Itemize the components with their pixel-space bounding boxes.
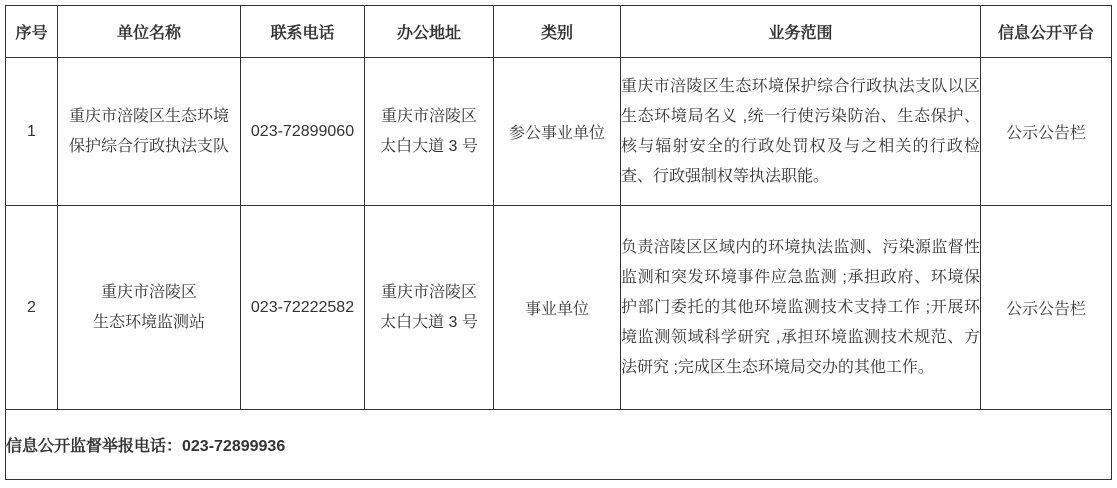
cell-platform: 公示公告栏 [981,58,1112,206]
address-line: 重庆市涪陵区 [380,283,477,301]
table-row [6,206,1112,410]
cell-scope [621,206,981,410]
cell-address [365,206,494,410]
col-header-index: 序号 [6,6,58,58]
cell-category: 事业单位 [494,206,621,410]
scope-text: 负责涪陵区区域内的环境执法监测、污染源监督性监测和突发环境事件应急监测 ;承担政府、环境保护部门委托的其他环境监测技术支持工作 ;开展环境监测领域科学研究 ,承担环境监测技术规范、方法研究 ;完成区生态环境局交办的其他工作。 [621,238,980,376]
col-header-scope: 业务范围 [621,6,981,58]
col-header-unit-name: 单位名称 [58,6,241,58]
public-info-units-table [5,5,1112,480]
address-line: 太白大道 3 号 [380,137,478,155]
col-header-phone: 联系电话 [241,6,365,58]
scope-text: 重庆市涪陵区生态环境保护综合行政执法支队以区生态环境局名义 ,统一行使污染防治、生态保护、核与辐射安全的行政处罚权及与之相关的行政检查、行政强制权等执法职能。 [621,77,980,185]
col-header-category: 类别 [494,6,621,58]
address-line: 太白大道 3 号 [380,313,478,331]
col-header-platform: 信息公开平台 [981,6,1112,58]
cell-phone: 023-72222582 [241,206,365,410]
supervision-hotline: 信息公开监督举报电话：023-72899936 [6,410,1112,480]
cell-index: 1 [6,58,58,206]
unit-name-line: 生态环境监测站 [92,313,205,331]
cell-scope [621,58,981,206]
cell-category: 参公事业单位 [494,58,621,206]
unit-name-line: 保护综合行政执法支队 [68,137,229,155]
address-line: 重庆市涪陵区 [380,107,477,125]
unit-name-line: 重庆市涪陵区生态环境 [68,107,229,125]
cell-unit-name [58,58,241,206]
cell-index: 2 [6,206,58,410]
unit-name-line: 重庆市涪陵区 [100,283,197,301]
cell-platform: 公示公告栏 [981,206,1112,410]
cell-unit-name [58,206,241,410]
table-row [6,58,1112,206]
footer-row [6,410,1112,480]
table-header-row [6,6,1112,58]
cell-phone: 023-72899060 [241,58,365,206]
col-header-address: 办公地址 [365,6,494,58]
cell-address [365,58,494,206]
